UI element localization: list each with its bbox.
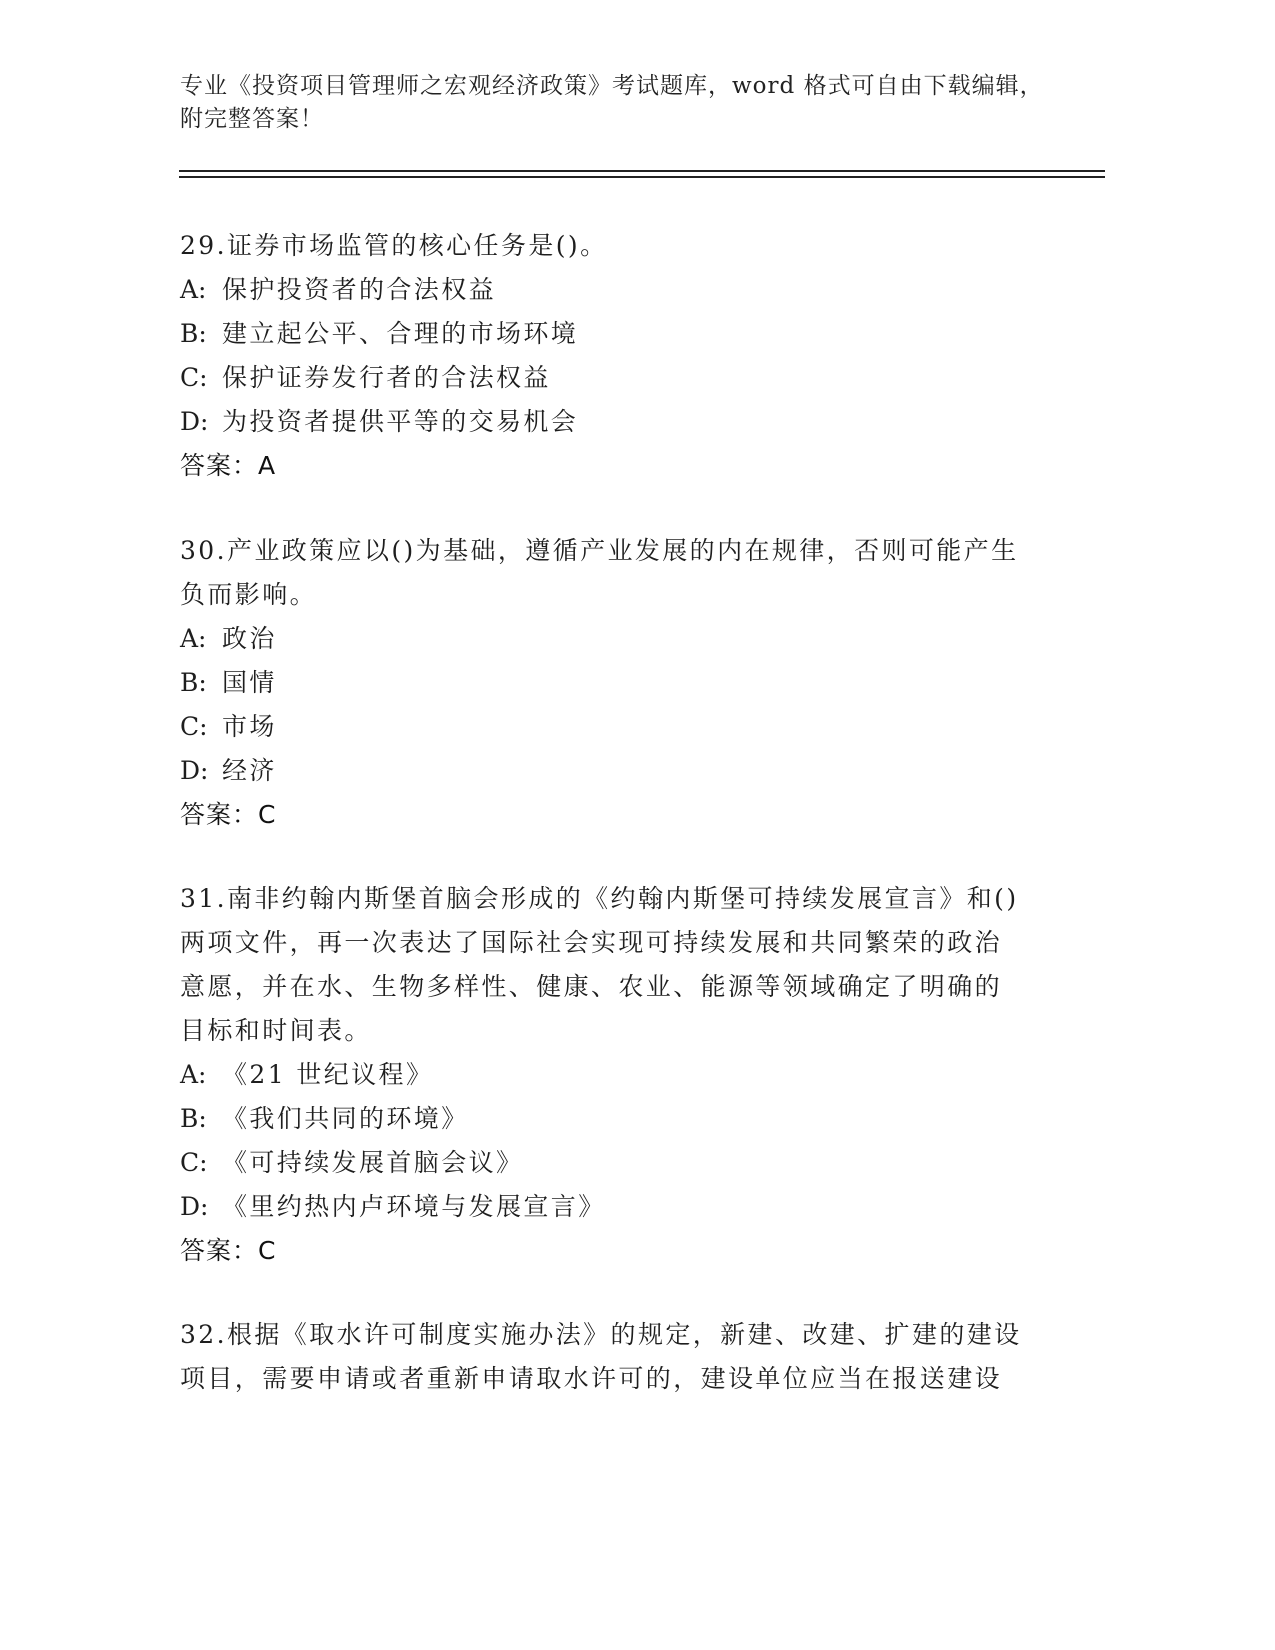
option-text: 《可持续发展首脑会议》	[222, 1148, 524, 1177]
option-letter: C:	[180, 1148, 208, 1177]
option-letter: A:	[180, 275, 207, 304]
header-divider-bottom	[179, 176, 1105, 178]
question-stem-line: 31.南非约翰内斯堡首脑会形成的《约翰内斯堡可持续发展宣言》和()	[180, 884, 1019, 913]
option-letter: D:	[180, 756, 209, 785]
answer-line: 答案：A	[180, 451, 277, 480]
option-c	[180, 1141, 1040, 1185]
question-stem-line: 负而影响。	[180, 580, 318, 609]
option-letter: B:	[180, 1104, 207, 1133]
header-line-1: 专业《投资项目管理师之宏观经济政策》考试题库，word 格式可自由下载编辑，	[180, 73, 1044, 99]
option-b	[180, 312, 1040, 356]
question-32	[180, 1313, 1040, 1401]
question-stem-line: 项目，需要申请或者重新申请取水许可的，建设单位应当在报送建设	[180, 1364, 1003, 1393]
option-letter: C:	[180, 363, 208, 392]
option-text: 市场	[222, 712, 277, 741]
question-stem-line: 30.产业政策应以()为基础，遵循产业发展的内在规律，否则可能产生	[180, 536, 1019, 565]
answer-line: 答案：C	[180, 1236, 277, 1265]
option-text: 为投资者提供平等的交易机会	[222, 407, 579, 436]
header-divider-top	[179, 170, 1105, 172]
option-letter: A:	[180, 624, 207, 653]
question-29	[180, 224, 1040, 488]
question-stem-line: 意愿，并在水、生物多样性、健康、农业、能源等领域确定了明确的	[180, 972, 1003, 1001]
question-stem-line: 两项文件，再一次表达了国际社会实现可持续发展和共同繁荣的政治	[180, 928, 1003, 957]
option-text: 国情	[222, 668, 277, 697]
header-line-2: 附完整答案！	[180, 106, 324, 132]
option-c	[180, 356, 1040, 400]
question-stem-line: 32.根据《取水许可制度实施办法》的规定，新建、改建、扩建的建设	[180, 1320, 1022, 1349]
option-letter: A:	[180, 1060, 207, 1089]
option-a	[180, 1053, 1040, 1097]
option-a	[180, 268, 1040, 312]
option-text: 保护投资者的合法权益	[222, 275, 497, 304]
option-letter: B:	[180, 668, 207, 697]
option-b	[180, 661, 1040, 705]
document-header	[180, 70, 1080, 136]
option-text: 经济	[222, 756, 277, 785]
option-letter: D:	[180, 407, 209, 436]
option-text: 《里约热内卢环境与发展宣言》	[222, 1192, 606, 1221]
option-letter: B:	[180, 319, 207, 348]
answer-line: 答案：C	[180, 800, 277, 829]
option-a	[180, 617, 1040, 661]
question-30	[180, 529, 1040, 837]
option-c	[180, 705, 1040, 749]
option-text: 《我们共同的环境》	[222, 1104, 469, 1133]
option-text: 建立起公平、合理的市场环境	[222, 319, 579, 348]
option-text: 《21 世纪议程》	[222, 1060, 434, 1089]
option-text: 保护证券发行者的合法权益	[222, 363, 551, 392]
option-d	[180, 400, 1040, 444]
option-b	[180, 1097, 1040, 1141]
question-stem-line: 目标和时间表。	[180, 1016, 372, 1045]
option-text: 政治	[222, 624, 277, 653]
option-d	[180, 749, 1040, 793]
option-letter: D:	[180, 1192, 209, 1221]
question-31	[180, 877, 1040, 1273]
option-letter: C:	[180, 712, 208, 741]
option-d	[180, 1185, 1040, 1229]
question-stem-line: 29.证券市场监管的核心任务是()。	[180, 231, 608, 260]
